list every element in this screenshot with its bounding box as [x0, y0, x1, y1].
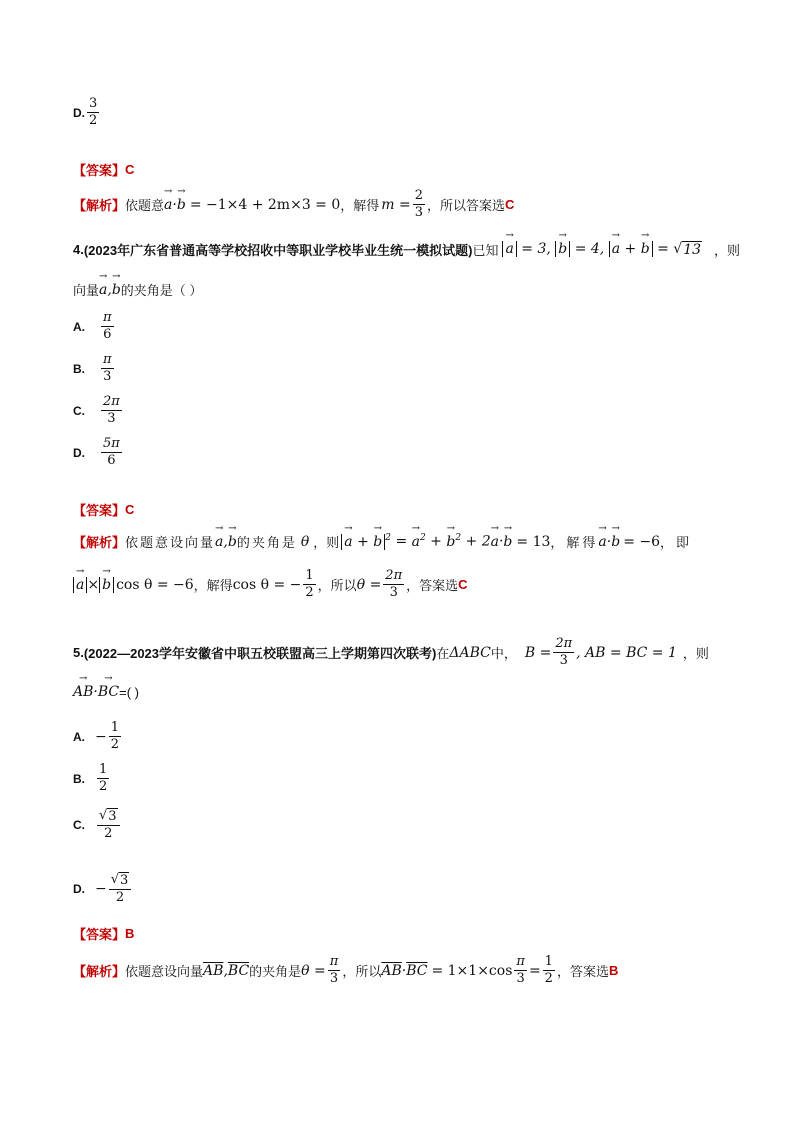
- q5-analysis: 【解析】 依题意设向量 $\overline{AB},\overline{BC}$ 的夹角是 θ = $\frac{\pi}{3}$ ，所以 $\overline{AB}\cdot\overline{BC}$ = 1×1×cos $\frac{\pi}{3}$ = $\frac{1}{2}$ ，答案选 B: [73, 954, 619, 986]
- q5-option-c: C. √ 3 2: [73, 808, 122, 842]
- question-source: (2022—2023学年安徽省中职五校联盟高三上学期第四次联考): [83, 646, 437, 661]
- q4-option-c: C. $\frac{2\pi}{3}$: [73, 394, 120, 426]
- q4-option-b: B. $\frac{\pi}{3}$: [73, 352, 112, 384]
- prev-option-d: [73, 96, 101, 129]
- question-source: (2023年广东省普通高等学校招收中等职业学校毕业生统一模拟试题): [83, 243, 473, 258]
- q5-option-b: B. $\frac{1}{2}$: [73, 762, 108, 794]
- q5-answer: 【答案】 B: [73, 926, 135, 943]
- prev-analysis: 【解析】 依题意 → a·→ b = −1×4 + 2m×3 = 0 ，解得 m = $\frac{2}{3}$ ，所以答案选 C: [73, 188, 514, 221]
- q5-stem-line1: 5. (2022—2023学年安徽省中职五校联盟高三上学期第四次联考) 在 ΔABC 中， B = $\frac{2\pi}{3}$ , AB = BC = 1 ，则: [73, 636, 709, 668]
- answer-value: C: [125, 502, 135, 517]
- answer-value: B: [125, 926, 135, 941]
- q4-analysis-line2: → a × → b cos θ = −6 ，解得 cos θ = − $\frac{1}{2}$ ，所以 θ = $\frac{2\pi}{3}$ ，答案选 C: [73, 568, 468, 601]
- vector-dot-expr: → a·→ b: [164, 197, 186, 213]
- answer-value: C: [125, 162, 135, 177]
- fraction: $\frac{2}{3}$: [414, 188, 424, 220]
- prev-answer: 【答案】 C: [73, 162, 135, 179]
- q4-stem-line2: 向量 → a,→ b 的夹角是（ ）: [73, 280, 202, 299]
- q4-option-a: A. $\frac{\pi}{6}$: [73, 310, 112, 342]
- option-label: D.: [73, 105, 85, 120]
- q5-option-a: A. − $\frac{1}{2}$: [73, 720, 120, 752]
- q5-stem-line2: → AB·→ BC =( ): [73, 684, 139, 700]
- given-magnitudes: → a = 3, → b = 4, → a + → b = √ 13: [502, 241, 702, 258]
- question-number: 5.: [73, 645, 84, 660]
- q5-option-d: D. − √ 3 2: [73, 872, 133, 906]
- fraction: $\frac{3}{2}$: [89, 96, 98, 128]
- question-number: 4.: [73, 242, 84, 257]
- q4-option-d: D. $\frac{5\pi}{6}$: [73, 436, 120, 468]
- q4-analysis-line1: 【解析】 依题意设向量 → a,→ b 的夹角是 θ ，则 → a + → b $^2$ = → $a^2$ + → $b^2 + 2\to a\cdot\to b$ = 13 ，解得 → a·→ b = −6 ，即: [73, 532, 692, 551]
- q4-stem-line1: 4. (2023年广东省普通高等学校招收中等职业学校毕业生统一模拟试题) 已知 → a = 3, → b = 4, → a + → b = √ 13 ，则: [73, 240, 740, 259]
- q4-answer: 【答案】 C: [73, 502, 135, 519]
